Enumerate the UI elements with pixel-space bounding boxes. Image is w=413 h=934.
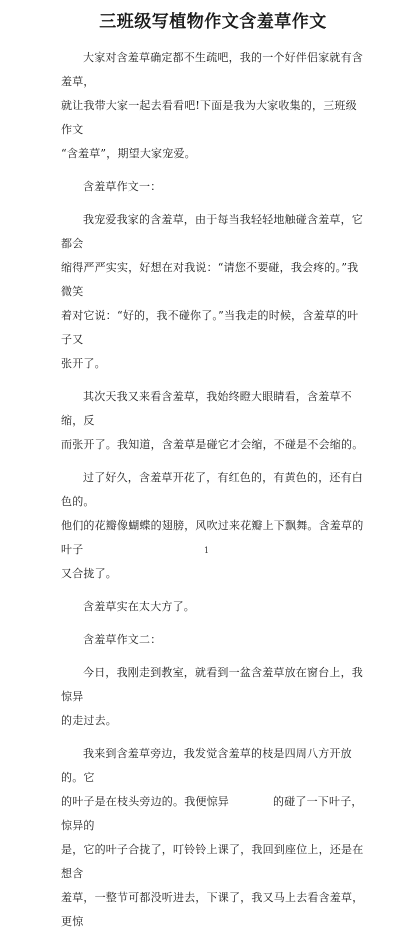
text-line: 缩得严严实实，好想在对我说：“请您不要碰，我会疼的。”我微笑 (61, 261, 359, 298)
page-number: 1 (203, 546, 210, 555)
paragraph-essay-one-2 (61, 385, 365, 457)
paragraph-essay-one-4 (61, 595, 365, 619)
text-line: 就让我带大家一起去看看吧!下面是我为大家收集的，三班级作文 (61, 99, 357, 136)
text-line: 而张开了。我知道，含羞草是碰它才会缩，不碰是不会缩的。 (61, 438, 364, 451)
text-line: 我宠爱我家的含羞草，由于每当我轻轻地触碰含羞草，它都会 (61, 213, 363, 250)
text-line: 含羞草作文二： (83, 633, 162, 646)
text-line (61, 790, 365, 838)
section-heading-essay-two (61, 628, 365, 652)
document-body (61, 46, 365, 934)
section-heading-essay-one (61, 175, 365, 199)
text-line: 又合拢了。 (61, 567, 117, 580)
document-title: 三班级写植物作文含羞草作文 (99, 12, 327, 32)
text-line: 张开了。 (61, 357, 106, 370)
text-line: 大家对含羞草确定都不生疏吧，我的一个好伴侣家就有含羞草， (61, 51, 363, 88)
text-line: 含羞草作文一： (83, 180, 162, 193)
text-line: 今日，我刚走到教室，就看到一盆含羞草放在窗台上，我惊异 (61, 666, 363, 703)
text-line: 含羞草实在太大方了。 (83, 600, 195, 613)
text-line: “含羞草”，期望大家宠爱。 (61, 147, 196, 160)
paragraph-essay-one-3 (61, 466, 365, 586)
text-line: 的走过去。 (61, 714, 117, 727)
paragraph-essay-two-1 (61, 661, 365, 733)
paragraph-intro (61, 46, 365, 166)
text-line: 其次天我又来看含羞草，我始终瞪大眼睛看，含羞草不缩，反 (61, 390, 352, 427)
text-line: 是，它的叶子合拢了，叮铃铃上课了，我回到座位上，还是在想含 (61, 843, 364, 880)
paragraph-essay-one-1 (61, 208, 365, 376)
text-line: 我来到含羞草旁边，我发觉含羞草的枝是四周八方开放的。它 (61, 747, 352, 784)
text-line: 羞草，一整节可都没听进去，下课了，我又马上去看含羞草，更惊 (61, 891, 364, 928)
text-line: 他们的花瓣像蝴蝶的翅膀，风吹过来花瓣上下飘舞。含羞草的叶子 (61, 519, 364, 556)
text-fragment: 的叶子是在枝头旁边的。我便惊异 (61, 795, 229, 808)
text-line: 着对它说：“好的，我不碰你了。”当我走的时候，含羞草的叶子又 (61, 309, 359, 346)
text-fragment: 的碰了一下叶子，惊异的 (61, 795, 363, 832)
paragraph-essay-two-2 (61, 742, 365, 934)
text-line: 过了好久，含羞草开花了，有红色的，有黄色的，还有白色的。 (61, 471, 363, 508)
